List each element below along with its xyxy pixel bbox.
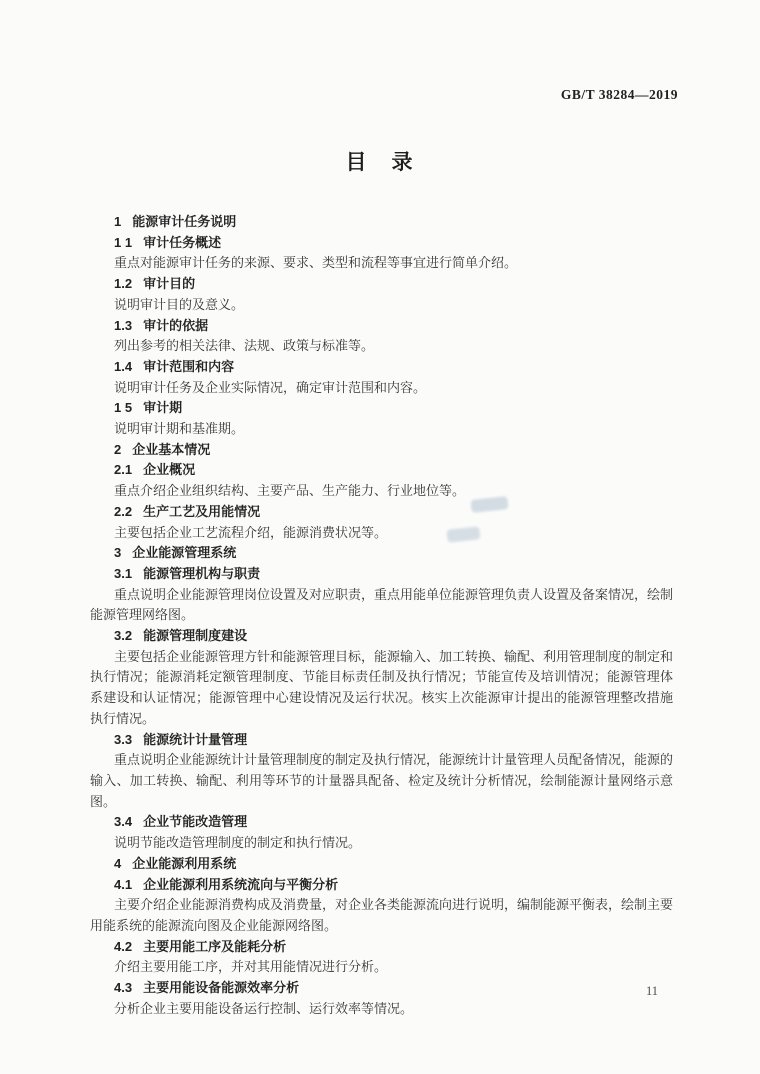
page-number: 11: [646, 984, 659, 998]
toc-entry-section: [90, 460, 673, 481]
toc-entry-desc: 说明节能改造管理制度的制定和执行情况。: [114, 835, 362, 851]
toc-entry-number: 2.2: [114, 503, 133, 519]
toc-entry-number: 1.2: [114, 276, 133, 292]
toc-entry-title: 审计任务概述: [143, 234, 222, 250]
toc-entry-section: [90, 937, 673, 958]
toc-entry-title: 企业节能改造管理: [143, 814, 248, 830]
toc-entry-title: 主要用能工序及能耗分析: [143, 938, 287, 954]
toc-entry-title: 企业能源利用系统流向与平衡分析: [143, 876, 339, 892]
toc-entry-section: [90, 398, 673, 419]
toc-entry-number: 1.3: [114, 317, 133, 333]
toc-entry-desc: 列出参考的相关法律、法规、政策与标准等。: [114, 338, 375, 354]
toc-entry-title: 审计目的: [143, 276, 196, 292]
toc-entry-desc: 说明审计任务及企业实际情况，确定审计范围和内容。: [114, 379, 427, 395]
toc-entry-desc: 介绍主要用能工序，并对其用能情况进行分析。: [114, 959, 388, 975]
toc-entry-title: 能源管理机构与职责: [143, 565, 261, 581]
toc-entry-section: [90, 978, 673, 999]
toc-entry-number: 4.1: [114, 876, 133, 892]
toc-entry-desc: 说明审计目的及意义。: [114, 296, 245, 312]
toc-entry-desc: 主要包括企业工艺流程介绍，能源消费状况等。: [114, 524, 388, 540]
toc-entry-number: 3: [114, 545, 122, 561]
toc-entry-title: 能源审计任务说明: [132, 214, 237, 229]
toc-entry-desc: 说明审计期和基准期。: [114, 421, 245, 437]
toc-entry-number: 2: [114, 441, 122, 457]
toc-entry-section: [90, 357, 673, 378]
toc-entry-number: 3.3: [114, 731, 133, 747]
toc-entry-number: 3.1: [114, 565, 133, 581]
toc-entry-number: 4.3: [114, 980, 133, 996]
toc-entry-chapter: [90, 440, 673, 461]
toc-entry-number: 3.2: [114, 628, 133, 644]
toc-entry-number: 1.4: [114, 358, 133, 374]
toc-entry-chapter: [90, 543, 673, 564]
toc-entry-chapter: [90, 212, 673, 233]
toc-entry-title: 审计的依据: [143, 317, 209, 333]
toc-entry-title: 能源统计计量管理: [143, 731, 248, 747]
toc-entry-title: 生产工艺及用能情况: [143, 503, 261, 519]
toc-entry-number: 1: [114, 214, 122, 229]
toc-entry-title: 企业概况: [143, 462, 196, 478]
toc-entry-number: 1 5: [114, 400, 133, 416]
toc-entry-chapter: [90, 854, 673, 875]
toc-entry-title: 能源管理制度建设: [143, 628, 248, 644]
toc-entry-title: 审计期: [143, 400, 183, 416]
toc-entry-title: 主要用能设备能源效率分析: [143, 980, 300, 996]
toc-entry-title: 审计范围和内容: [143, 358, 235, 374]
toc-entry-section: [90, 502, 673, 523]
toc-entry-desc: 重点说明企业能源管理岗位设置及对应职责，重点用能单位能源管理负责人设置及备案情况，绘制能源管理网络图。: [90, 586, 674, 623]
toc-entry-section: [90, 274, 673, 295]
toc-entry-section: [90, 233, 673, 254]
standard-number: GB/T 38284—2019: [560, 87, 678, 102]
toc-entry-desc: 主要包括企业能源管理方针和能源管理目标，能源输入、加工转换、输配、利用管理制度的制定和执行情况；能源消耗定额管理制度、节能目标责任制及执行情况；节能宣传及培训情况；能源管理体系建设和认证情况；能源管理中心建设情况及运行状况。核实上次能源审计提出的能源管理整改措施执行情况。: [90, 648, 674, 726]
toc-entry-desc: 重点说明企业能源统计计量管理制度的制定及执行情况，能源统计计量管理人员配备情况，能源的输入、加工转换、输配、利用等环节的计量器具配备、检定及统计分析情况，绘制能源计量网络示意图。: [90, 752, 674, 809]
toc-entry-section: [90, 730, 673, 751]
toc-entry-desc: 主要介绍企业能源消费构成及消费量，对企业各类能源流向进行说明，编制能源平衡表，绘制主要用能系统的能源流向图及企业能源网络图。: [90, 897, 674, 933]
toc-entry-number: 3.4: [114, 814, 133, 830]
toc-entry-desc: 重点对能源审计任务的来源、要求、类型和流程等事宜进行简单介绍。: [114, 255, 518, 271]
toc-entry-desc: 分析企业主要用能设备运行控制、运行效率等情况。: [114, 1000, 414, 1016]
toc-title: 目 录: [345, 151, 415, 174]
toc-entry-section: [90, 812, 673, 833]
toc-list: [90, 212, 673, 1019]
toc-entry-title: 企业能源管理系统: [132, 545, 237, 561]
toc-entry-number: 1 1: [114, 234, 133, 250]
toc-entry-section: [90, 875, 673, 896]
toc-entry-section: [90, 316, 673, 337]
toc-entry-number: 2.1: [114, 462, 133, 478]
toc-entry-number: 4.2: [114, 938, 133, 954]
toc-entry-section: [90, 564, 673, 585]
toc-entry-section: [90, 626, 673, 647]
toc-entry-number: 4: [114, 855, 122, 871]
toc-entry-title: 企业基本情况: [132, 441, 211, 457]
toc-entry-title: 企业能源利用系统: [132, 855, 237, 871]
toc-entry-desc: 重点介绍企业组织结构、主要产品、生产能力、行业地位等。: [114, 483, 466, 499]
